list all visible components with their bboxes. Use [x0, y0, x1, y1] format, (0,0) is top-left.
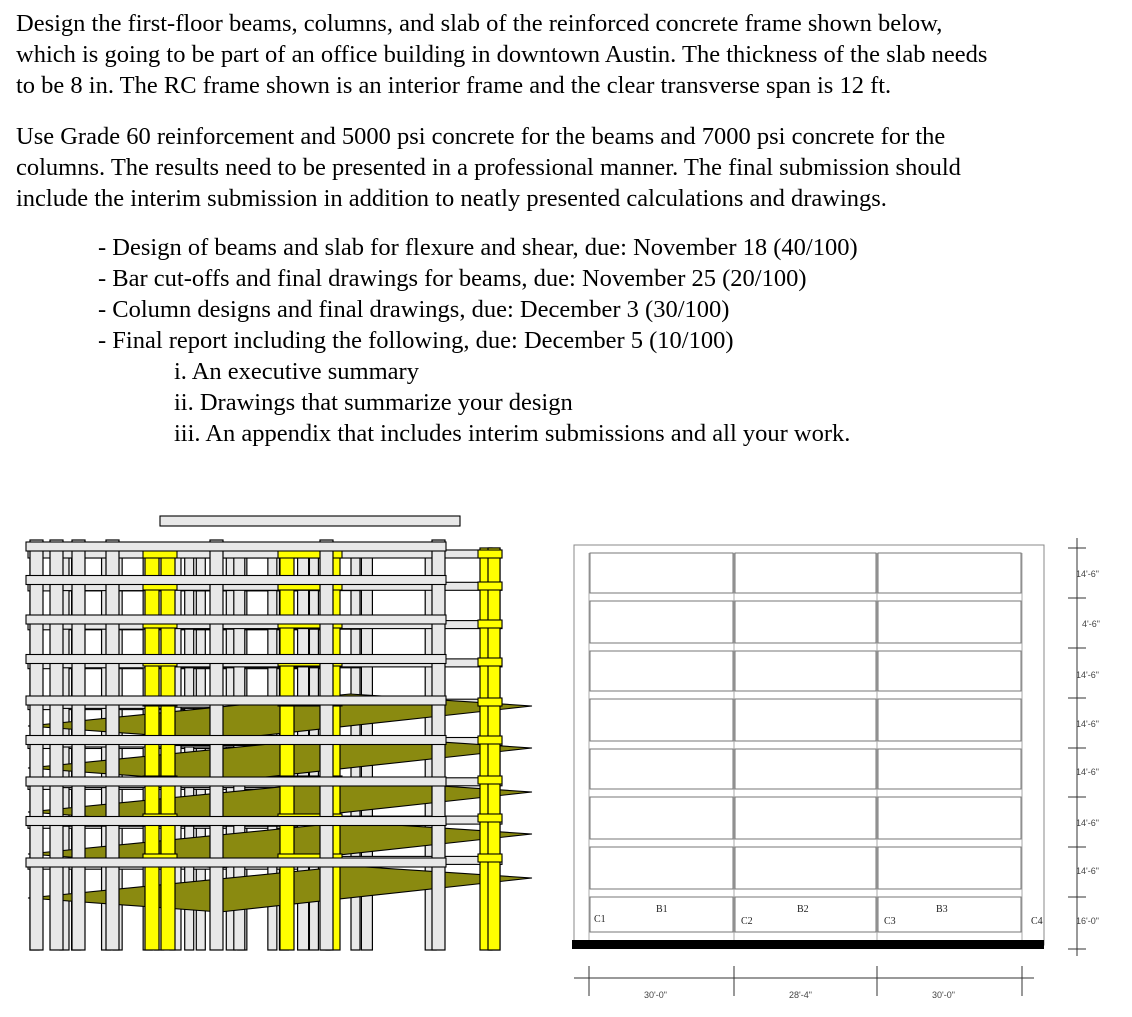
front-beam: [26, 736, 446, 745]
front-beam: [26, 576, 446, 585]
beam-label-b2: B2: [797, 904, 809, 915]
story-bay-panel: [590, 847, 733, 889]
column-label-c4: C4: [1031, 916, 1043, 927]
beam-highlighted: [478, 658, 502, 666]
beam-highlighted: [478, 620, 502, 628]
beam-label-b3: B3: [936, 904, 948, 915]
beam-highlighted: [478, 814, 502, 822]
story-bay-panel: [590, 601, 733, 643]
span-dim-2: 28'-4": [789, 990, 812, 1000]
height-dim-2: 4'-6": [1082, 619, 1100, 629]
span-dim-3: 30'-0": [932, 990, 955, 1000]
story-bay-panel: [878, 897, 1021, 932]
story-bay-panel: [590, 749, 733, 789]
height-dim-3: 14'-6": [1076, 670, 1099, 680]
beam-highlighted: [478, 854, 502, 862]
span-dimension-line: [574, 966, 1034, 1000]
column-highlighted: [280, 548, 294, 950]
column-highlighted: [161, 548, 175, 950]
task-item: - Column designs and final drawings, due: December 3 (30/100): [98, 296, 730, 323]
ground-line: [572, 940, 1044, 949]
beam-label-b1: B1: [656, 904, 668, 915]
text-line: Use Grade 60 reinforcement and 5000 psi concrete for the beams and 7000 psi concrete for the: [16, 123, 946, 150]
height-dim-8: 16'-0": [1076, 916, 1099, 926]
report-items-list: [174, 356, 850, 449]
height-dim-7: 14'-6": [1076, 866, 1099, 876]
front-beam: [26, 655, 446, 664]
text-line: columns. The results need to be presented in a professional manner. The final submission should: [16, 154, 961, 181]
column-label-c1: C1: [594, 914, 606, 925]
front-beam: [26, 858, 446, 867]
front-beam: [26, 817, 446, 826]
story-bay-panel: [590, 553, 733, 593]
column-label-c2: C2: [741, 916, 753, 927]
report-item: ii. Drawings that summarize your design: [174, 389, 573, 416]
frame-outline: [574, 545, 1044, 945]
story-bay-panel: [590, 897, 733, 932]
height-dim-4: 14'-6": [1076, 719, 1099, 729]
story-bay-panel: [735, 847, 876, 889]
isometric-frame-illustration: [20, 510, 540, 980]
story-bay-panel: [878, 797, 1021, 839]
front-beam: [26, 696, 446, 705]
span-dim-1: 30'-0": [644, 990, 667, 1000]
story-panels: [589, 553, 1022, 940]
story-bay-panel: [735, 651, 876, 691]
column-highlighted: [145, 548, 159, 950]
task-item: - Final report including the following, due: December 5 (10/100): [98, 327, 734, 354]
story-bay-panel: [735, 699, 876, 741]
materials-paragraph: [16, 121, 1116, 214]
text-line: to be 8 in. The RC frame shown is an interior frame and the clear transverse span is 12 ft.: [16, 72, 892, 99]
story-bay-panel: [735, 897, 876, 932]
task-item: - Design of beams and slab for flexure and shear, due: November 18 (40/100): [98, 234, 858, 261]
front-beam: [26, 542, 446, 551]
height-dim-5: 14'-6": [1076, 767, 1099, 777]
height-dim-6: 14'-6": [1076, 818, 1099, 828]
story-bay-panel: [878, 847, 1021, 889]
column-highlighted: [488, 548, 500, 950]
report-item: iii. An appendix that includes interim submissions and all your work.: [174, 420, 851, 447]
task-item: - Bar cut-offs and final drawings for beams, due: November 25 (20/100): [98, 265, 807, 292]
text-line: include the interim submission in addition to neatly presented calculations and drawings.: [16, 185, 887, 212]
height-dimension-line: [1068, 538, 1100, 956]
story-bay-panel: [878, 553, 1021, 593]
height-dim-1: 14'-6": [1076, 569, 1099, 579]
story-bay-panel: [878, 699, 1021, 741]
story-bay-panel: [735, 553, 876, 593]
beam-highlighted: [478, 736, 502, 744]
story-bay-panel: [590, 651, 733, 691]
report-item: i. An executive summary: [174, 358, 419, 385]
story-bay-panel: [878, 601, 1021, 643]
story-bay-panel: [735, 797, 876, 839]
front-beam: [26, 777, 446, 786]
beam-highlighted: [478, 776, 502, 784]
text-line: Design the first-floor beams, columns, and slab of the reinforced concrete frame shown below,: [16, 10, 943, 37]
beam-highlighted: [478, 550, 502, 558]
height-ticks: [1068, 548, 1086, 949]
beam-highlighted: [478, 698, 502, 706]
story-bay-panel: [735, 601, 876, 643]
story-bay-panel: [878, 749, 1021, 789]
story-bay-panel: [590, 699, 733, 741]
front-beam: [26, 615, 446, 624]
column-label-c3: C3: [884, 916, 896, 927]
task-list: [98, 232, 858, 356]
story-bay-panel: [735, 749, 876, 789]
intro-paragraph: [16, 8, 1116, 101]
text-line: which is going to be part of an office building in downtown Austin. The thickness of the slab needs: [16, 41, 988, 68]
beam-highlighted: [478, 582, 502, 590]
roof-beam: [160, 516, 460, 526]
story-bay-panel: [878, 651, 1021, 691]
story-bay-panel: [590, 797, 733, 839]
